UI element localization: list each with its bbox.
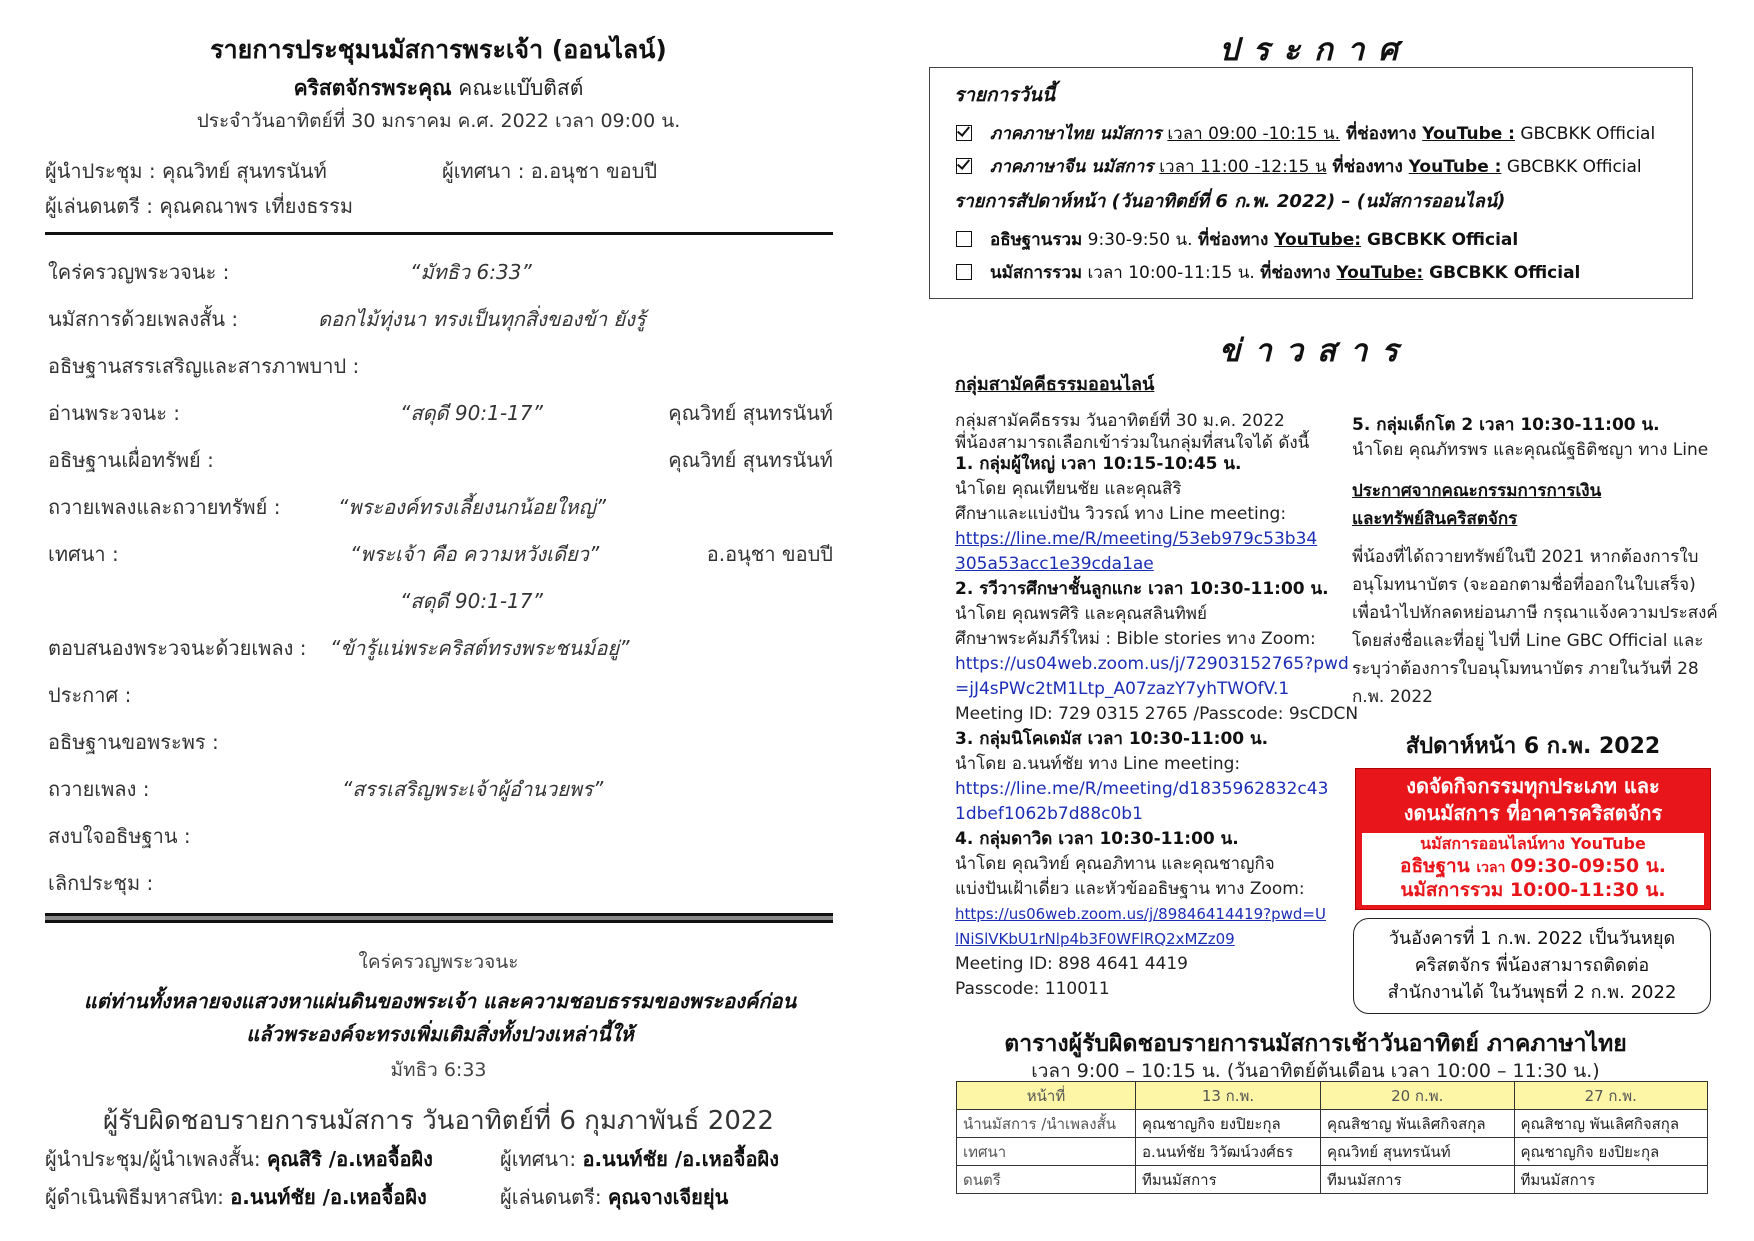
holiday-line: สำนักงานได้ ในวันพุธที่ 2 ก.พ. 2022 — [1387, 982, 1677, 1003]
next-musician-name: คุณจางเจียยุ่น — [607, 1185, 729, 1209]
finance-text: เพื่อนำไปหักลดหย่อนภาษี กรุณาแจ้งความประสงค์ — [1352, 603, 1718, 623]
order-label: อ่านพระวจนะ : — [48, 401, 181, 425]
church-name — [0, 72, 877, 105]
group-detail: นำโดย คุณภัทรพร และคุณณัฐธิติชญา ทาง Line — [1352, 440, 1709, 460]
youtube-link[interactable]: YouTube: — [1274, 230, 1362, 250]
order-item — [48, 820, 833, 850]
order-label: อธิษฐานเผื่อทรัพย์ : — [48, 448, 214, 472]
online-service-notice — [1362, 833, 1704, 905]
church-name-bold: คริสตจักรพระคุณ — [293, 76, 452, 100]
church-denomination: คณะแบ๊บติสต์ — [451, 76, 584, 100]
table-cell: คุณวิทย์ สุนทรนันท์ — [1321, 1138, 1514, 1166]
order-item — [48, 397, 833, 427]
youtube-link[interactable]: YouTube : — [1422, 124, 1515, 144]
group-meeting-link[interactable]: https://line.me/R/meeting/53eb979c53b34 — [955, 529, 1318, 549]
divider — [45, 232, 833, 235]
groups-heading: กลุ่มสามัคคีธรรมออนไลน์ — [955, 374, 1155, 395]
divider — [45, 913, 833, 923]
group-title: 1. กลุ่มผู้ใหญ่ เวลา 10:15-10:45 น. — [955, 454, 1242, 474]
order-item — [48, 350, 833, 380]
group-meeting-link[interactable]: https://us04web.zoom.us/j/72903152765?pwd — [955, 654, 1349, 674]
notice-line: งดจัดกิจกรรมทุกประเภท และ — [1406, 774, 1660, 798]
order-item — [48, 491, 833, 521]
notice-line: นมัสการออนไลน์ทาง YouTube — [1420, 834, 1646, 853]
order-item — [48, 632, 833, 662]
next-week-item — [956, 226, 1518, 253]
group-detail: ศึกษาและแบ่งปัน วิวรณ์ ทาง Line meeting: — [955, 504, 1287, 524]
order-label: อธิษฐานสรรเสริญและสารภาพบาป : — [48, 354, 360, 378]
notice-line: งดนมัสการ ที่อาคารคริสตจักร — [1403, 801, 1663, 825]
next-leader-label: ผู้นำประชุม/ผู้นำเพลงสั้น: — [45, 1147, 267, 1171]
channel-name: GBCBKK Official — [1501, 157, 1642, 177]
group-title: 4. กลุ่มดาวิด เวลา 10:30-11:00 น. — [955, 829, 1239, 849]
table-header-cell: หน้าที่ — [957, 1082, 1136, 1110]
order-person: อ.อนุชา ขอบปี — [706, 542, 833, 566]
checked-checkbox-icon — [956, 158, 972, 174]
schedule-table — [956, 1081, 1708, 1194]
group-detail: Meeting ID: 898 4641 4419 — [955, 954, 1188, 974]
announcements-title: ประกาศ — [1219, 32, 1412, 68]
table-cell: ทีมนมัสการ — [1514, 1166, 1708, 1194]
group-meeting-link[interactable]: https://line.me/R/meeting/d1835962832c43 — [955, 779, 1329, 799]
next-communion — [45, 1181, 427, 1213]
order-label: เลิกประชุม : — [48, 871, 154, 895]
next-musician — [500, 1181, 728, 1213]
order-label: ถวายเพลง : — [48, 777, 150, 801]
order-item — [48, 538, 833, 568]
finance-heading: และทรัพย์สินคริสตจักร — [1352, 509, 1518, 529]
today-item-time: เวลา 11:00 -12:15 น — [1159, 157, 1327, 177]
next-week-item-channel-label: ที่ช่องทาง — [1197, 230, 1275, 250]
service-preacher: ผู้เทศนา : อ.อนุชา ขอบปี — [442, 159, 658, 183]
order-detail: “ข้ารู้แน่พระคริสต์ทรงพระชนม์อยู่” — [330, 636, 630, 660]
today-item-time: เวลา 09:00 -10:15 น. — [1167, 124, 1341, 144]
group-meeting-link[interactable]: https://us06web.zoom.us/j/89846414419?pwd=U — [955, 905, 1326, 923]
group-detail: แบ่งปันเฝ้าเดี่ยว และหัวข้ออธิษฐาน ทาง Zoom: — [955, 879, 1305, 899]
table-cell: อ.นนท์ชัย วิวัฒน์วงศ์ธร — [1136, 1138, 1321, 1166]
next-leader — [45, 1143, 433, 1175]
table-cell: คุณสิชาญ พันเลิศกิจสกุล — [1514, 1110, 1708, 1138]
notice-line: นมัสการรวม — [1400, 879, 1510, 901]
order-person: คุณวิทย์ สุนทรนันท์ — [668, 401, 833, 425]
order-item — [48, 303, 833, 333]
group-detail: Meeting ID: 729 0315 2765 /Passcode: 9sCDCN — [955, 704, 1359, 724]
next-week-item-title: นมัสการรวม — [990, 263, 1083, 283]
group-detail: นำโดย คุณเทียนชัย และคุณสิริ — [955, 479, 1182, 499]
announcement-box — [929, 67, 1693, 299]
next-leader-name: คุณสิริ /อ.เหอจื้อผิง — [266, 1147, 433, 1171]
group-meeting-link[interactable]: 1dbef1062b7d88c0b1 — [955, 804, 1143, 824]
today-item — [956, 153, 1642, 180]
order-detail: “พระองค์ทรงเลี้ยงนกน้อยใหญ่” — [338, 495, 606, 519]
next-preacher-label: ผู้เทศนา: — [500, 1147, 583, 1171]
checkbox-icon — [956, 231, 972, 247]
next-week-item-time: 9:30-9:50 น. — [1082, 230, 1198, 250]
finance-heading: ประกาศจากคณะกรรมการการเงิน — [1352, 481, 1602, 501]
groups-intro: พี่น้องสามารถเลือกเข้าร่วมในกลุ่มที่สนใจได้ ดังนี้ — [955, 433, 1310, 453]
service-musician: ผู้เล่นดนตรี : คุณคณาพร เที่ยงธรรม — [45, 194, 354, 218]
verse-text-line: แล้วพระองค์จะทรงเพิ่มเติมสิ่งทั้งปวงเหล่านี้ให้ — [246, 1022, 634, 1046]
table-row — [957, 1110, 1708, 1138]
table-header-row — [957, 1082, 1708, 1110]
verse-reference: มัทธิว 6:33 — [390, 1059, 487, 1081]
order-item — [48, 726, 833, 756]
order-detail: “สดุดี 90:1-17” — [400, 589, 543, 613]
news-column-2 — [1352, 413, 1722, 711]
table-cell: ทีมนมัสการ — [1136, 1166, 1321, 1194]
order-detail: “มัทธิว 6:33” — [410, 260, 532, 284]
channel-name: GBCBKK Official — [1361, 230, 1519, 250]
group-detail: นำโดย คุณวิทย์ คุณอภิทาน และคุณชาญกิจ — [955, 854, 1275, 874]
next-week-responsible-title: ผู้รับผิดชอบรายการนมัสการ วันอาทิตย์ที่ 6 กุมภาพันธ์ 2022 — [103, 1106, 774, 1136]
service-date: ประจำวันอาทิตย์ที่ 30 มกราคม ค.ศ. 2022 เวลา 09:00 น. — [196, 110, 681, 132]
program-title: รายการประชุมนมัสการพระเจ้า (ออนไลน์) — [210, 35, 667, 64]
next-week-item-time: เวลา 10:00-11:15 น. — [1082, 263, 1261, 283]
table-cell: ทีมนมัสการ — [1321, 1166, 1514, 1194]
order-detail: “สรรเสริญพระเจ้าผู้อำนวยพร” — [342, 777, 604, 801]
order-label: เทศนา : — [48, 542, 119, 566]
channel-name: GBCBKK Official — [1423, 263, 1581, 283]
order-detail: “พระเจ้า คือ ความหวังเดียว” — [350, 542, 600, 566]
next-communion-label: ผู้ดำเนินพิธีมหาสนิท: — [45, 1185, 231, 1209]
group-detail: Passcode: 110011 — [955, 979, 1110, 999]
order-item — [48, 444, 833, 474]
next-week-item — [956, 259, 1580, 286]
group-meeting-link[interactable]: =jJ4sPWc2tM1Ltp_A07zazY7yhTWOfV.1 — [955, 679, 1290, 699]
table-header-cell: 20 ก.พ. — [1321, 1082, 1514, 1110]
order-label: นมัสการด้วยเพลงสั้น : — [48, 307, 239, 331]
cancellation-notice — [1355, 768, 1711, 910]
table-header-cell: 27 ก.พ. — [1514, 1082, 1708, 1110]
groups-intro: กลุ่มสามัคคีธรรม วันอาทิตย์ที่ 30 ม.ค. 2022 — [955, 411, 1285, 431]
today-item — [956, 120, 1655, 147]
table-cell: นำนมัสการ /นำเพลงสั้น — [957, 1110, 1136, 1138]
group-detail: ศึกษาพระคัมภีร์ใหม่ : Bible stories ทาง Zoom: — [955, 629, 1316, 649]
order-label: สงบใจอธิษฐาน : — [48, 824, 191, 848]
finance-text: โดยส่งชื่อและที่อยู่ ไปที่ Line GBC Official และ — [1352, 631, 1704, 651]
today-item-channel-label: ที่ช่องทาง — [1340, 124, 1423, 144]
order-label: อธิษฐานขอพระพร : — [48, 730, 219, 754]
holiday-line: วันอังคารที่ 1 ก.พ. 2022 เป็นวันหยุด — [1388, 928, 1676, 949]
verse-heading: ใคร่ครวญพระวจนะ — [358, 951, 519, 973]
next-week-item-title: อธิษฐานรวม — [990, 230, 1083, 250]
schedule-subtitle: เวลา 9:00 – 10:15 น. (วันอาทิตย์ต้นเดือน เวลา 10:00 – 11:30 น.) — [1031, 1060, 1600, 1082]
finance-text: ระบุว่าต้องการใบอนุโมทนาบัตร ภายในวันที่ 28 — [1352, 659, 1699, 679]
group-title: 5. กลุ่มเด็กโต 2 เวลา 10:30-11:00 น. — [1352, 415, 1660, 435]
notice-line: 10:00-11:30 น. — [1509, 879, 1666, 901]
order-item — [48, 679, 833, 709]
announcements-page — [877, 0, 1754, 1241]
schedule-title: ตารางผู้รับผิดชอบรายการนมัสการเช้าวันอาทิตย์ ภาคภาษาไทย — [1004, 1031, 1627, 1057]
group-meeting-link[interactable]: lNiSlVKbU1rNlp4b3F0WFlRQ2xMZz09 — [955, 930, 1235, 948]
order-label: ถวายเพลงและถวายทรัพย์ : — [48, 495, 281, 519]
fellowship-groups — [955, 372, 1375, 1002]
next-communion-name: อ.นนท์ชัย /อ.เหอจื้อผิง — [230, 1185, 427, 1209]
order-label: ใคร่ครวญพระวจนะ : — [48, 260, 230, 284]
order-item — [48, 867, 833, 897]
group-title: 2. รวีวารศึกษาชั้นลูกแกะ เวลา 10:30-11:00 น. — [955, 579, 1329, 599]
verse-text-line: แต่ท่านทั้งหลายจงแสวงหาแผ่นดินของพระเจ้า และความชอบธรรมของพระองค์ก่อน — [83, 989, 797, 1013]
group-title: 3. กลุ่มนิโคเดมัส เวลา 10:30-11:00 น. — [955, 729, 1269, 749]
finance-text: พี่น้องที่ได้ถวายทรัพย์ในปี 2021 หากต้องการใบ — [1352, 547, 1699, 567]
table-cell: คุณสิชาญ พันเลิศกิจสกุล — [1321, 1110, 1514, 1138]
notice-line: เวลา — [1476, 860, 1511, 876]
holiday-notice — [1353, 918, 1711, 1014]
checked-checkbox-icon — [956, 125, 972, 141]
order-item — [48, 773, 833, 803]
service-leader: ผู้นำประชุม : คุณวิทย์ สุนทรนันท์ — [45, 159, 327, 183]
group-meeting-link[interactable]: 305a53acc1e39cda1ae — [955, 554, 1154, 574]
youtube-link[interactable]: YouTube : — [1408, 157, 1502, 177]
today-item-title: ภาคภาษาไทย นมัสการ — [990, 124, 1168, 144]
order-item — [48, 585, 833, 615]
table-cell: เทศนา — [957, 1138, 1136, 1166]
holiday-line: คริสตจักร พี่น้องสามารถติดต่อ — [1414, 955, 1650, 976]
order-label: ตอบสนองพระวจนะด้วยเพลง : — [48, 636, 307, 660]
table-cell: คุณชาญกิจ ยงปิยะกุล — [1514, 1138, 1708, 1166]
checkbox-icon — [956, 264, 972, 280]
today-item-title: ภาคภาษาจีน นมัสการ — [990, 157, 1160, 177]
news-title: ข่าวสาร — [1219, 333, 1412, 369]
next-preacher-name: อ.นนท์ชัย /อ.เหอจื้อผิง — [582, 1147, 779, 1171]
notice-line: อธิษฐาน — [1400, 855, 1477, 877]
group-detail: นำโดย คุณพรศิริ และคุณสลินทิพย์ — [955, 604, 1207, 624]
channel-name: GBCBKK Official — [1514, 124, 1656, 144]
finance-text: ก.พ. 2022 — [1352, 687, 1433, 707]
order-detail: “สดุดี 90:1-17” — [400, 401, 543, 425]
next-preacher — [500, 1143, 779, 1175]
table-row — [957, 1138, 1708, 1166]
notice-line: 09:30-09:50 น. — [1510, 855, 1666, 877]
order-detail: ดอกไม้ทุ่งนา ทรงเป็นทุกสิ่งของข้า ยังรู้ — [318, 307, 646, 331]
today-item-channel-label: ที่ช่องทาง — [1326, 157, 1409, 177]
today-heading: รายการวันนี้ — [954, 84, 1056, 106]
next-week-item-channel-label: ที่ช่องทาง — [1260, 263, 1337, 283]
table-cell: ดนตรี — [957, 1166, 1136, 1194]
order-person: คุณวิทย์ สุนทรนันท์ — [668, 448, 833, 472]
next-sunday-heading: สัปดาห์หน้า 6 ก.พ. 2022 — [1405, 734, 1661, 759]
finance-text: อนุโมทนาบัตร (จะออกตามชื่อที่ออกในใบเสร็จ) — [1352, 575, 1696, 595]
next-week-heading: รายการสัปดาห์หน้า (วันอาทิตย์ที่ 6 ก.พ. 2022) – (นมัสการออนไลน์) — [954, 191, 1506, 212]
order-label: ประกาศ : — [48, 683, 132, 707]
next-musician-label: ผู้เล่นดนตรี: — [500, 1185, 608, 1209]
table-row — [957, 1166, 1708, 1194]
youtube-link[interactable]: YouTube: — [1336, 263, 1424, 283]
table-header-cell: 13 ก.พ. — [1136, 1082, 1321, 1110]
group-detail: นำโดย อ.นนท์ชัย ทาง Line meeting: — [955, 754, 1241, 774]
order-item — [48, 256, 833, 286]
table-cell: คุณชาญกิจ ยงปิยะกุล — [1136, 1110, 1321, 1138]
